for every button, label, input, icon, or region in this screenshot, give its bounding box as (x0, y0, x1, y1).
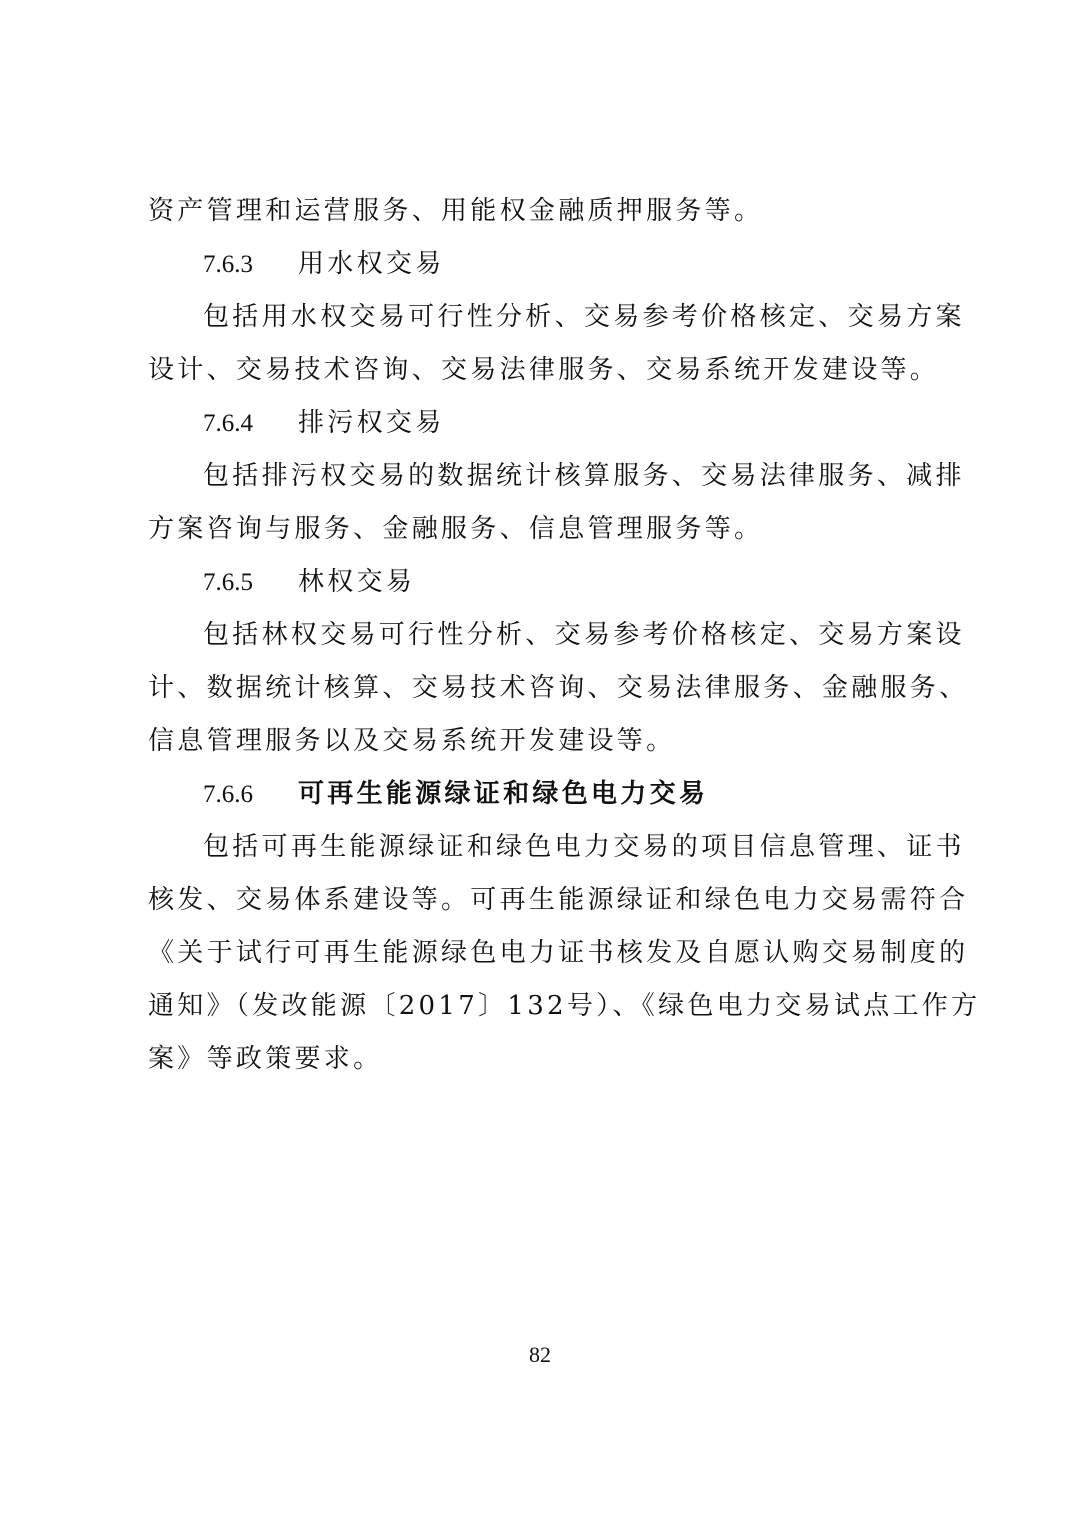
paragraph-line: 通知》（发改能源〔2017〕132号）、《绿色电力交易试点工作方 (148, 991, 981, 1021)
section-title: 可再生能源绿证和绿色电力交易 (298, 779, 709, 809)
section-heading-7-6-4 (148, 397, 934, 450)
paragraph-line: 计、数据统计核算、交易技术咨询、交易法律服务、金融服务、 (148, 673, 969, 703)
intro-line: 资产管理和运营服务、用能权金融质押服务等。 (148, 196, 764, 226)
paragraph-line: 包括用水权交易可行性分析、交易参考价格核定、交易方案 (203, 302, 965, 332)
paragraph-line: 核发、交易体系建设等。可再生能源绿证和绿色电力交易需符合 (148, 885, 969, 915)
section-title: 用水权交易 (298, 249, 445, 279)
section-number: 7.6.4 (203, 410, 253, 437)
section-heading-7-6-3 (148, 238, 934, 291)
section-title: 林权交易 (298, 567, 416, 597)
paragraph-line: 《关于试行可再生能源绿色电力证书核发及自愿认购交易制度的 (148, 938, 969, 968)
paragraph-line: 信息管理服务以及交易系统开发建设等。 (148, 726, 676, 756)
section-number: 7.6.6 (203, 781, 253, 808)
section-heading-7-6-6 (148, 768, 934, 821)
paragraph-line: 包括林权交易可行性分析、交易参考价格核定、交易方案设 (203, 620, 965, 650)
section-title: 排污权交易 (298, 408, 445, 438)
page-number: 82 (529, 1342, 551, 1367)
section-heading-7-6-5 (148, 556, 934, 609)
document-body (148, 185, 981, 1086)
paragraph-line: 案》等政策要求。 (148, 1044, 383, 1074)
section-number: 7.6.5 (203, 569, 253, 596)
paragraph-line: 包括排污权交易的数据统计核算服务、交易法律服务、减排 (203, 461, 965, 491)
paragraph-line: 包括可再生能源绿证和绿色电力交易的项目信息管理、证书 (203, 832, 965, 862)
paragraph-line: 方案咨询与服务、金融服务、信息管理服务等。 (148, 514, 764, 544)
section-number: 7.6.3 (203, 251, 253, 278)
paragraph-line: 设计、交易技术咨询、交易法律服务、交易系统开发建设等。 (148, 355, 940, 385)
